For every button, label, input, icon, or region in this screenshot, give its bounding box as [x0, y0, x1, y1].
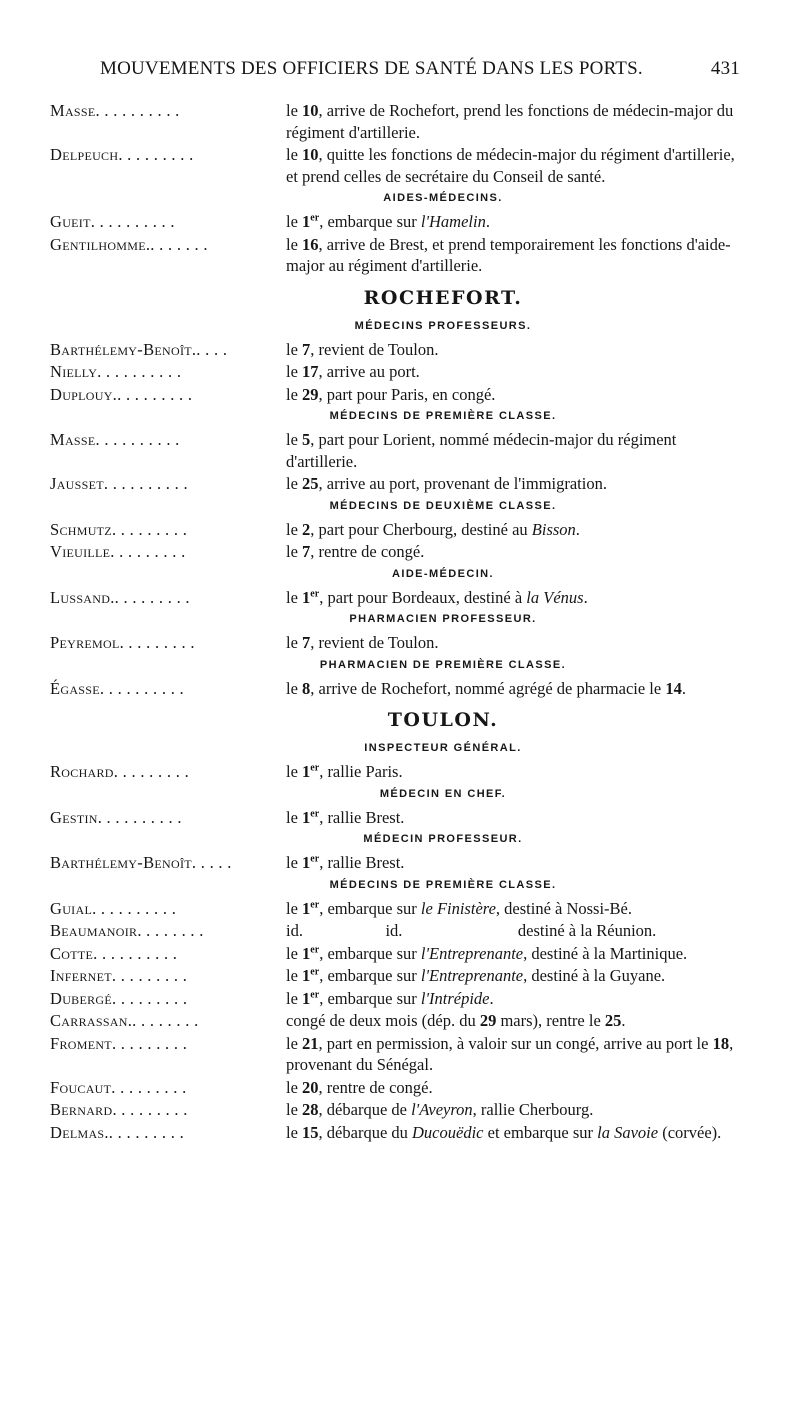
movement-description: le 1er, embarque sur l'Hamelin. [286, 212, 490, 231]
officer-name: Guial. . . . . . . . . . [50, 898, 177, 918]
movement-description: le 16, arrive de Brest, et prend temporairement les fonctions d'aide-major au régiment d'artillerie. [286, 234, 731, 275]
officer-name: Delpeuch. . . . . . . . . [50, 145, 194, 164]
movement-description: le 10, quitte les fonctions de médecin-major du régiment d'artillerie, et prend celles de secrétaire du Conseil de santé. [286, 145, 735, 186]
officer-name: Froment. . . . . . . . . [50, 1033, 188, 1053]
officer-name: Duplouy.. . . . . . . . . [50, 384, 193, 404]
movement-description: le 2, part pour Cherbourg, destiné au Bisson. [286, 519, 580, 539]
officer-name: Cotte. . . . . . . . . . [50, 943, 178, 963]
officer-name: Lussand.. . . . . . . . . [50, 587, 190, 607]
movement-description: le 10, arrive de Rochefort, prend les fonctions de médecin-major du régiment d'artillerie. [286, 101, 734, 142]
officer-name: Infernet. . . . . . . . . [50, 966, 188, 985]
rank-heading: MÉDECINS DE PREMIÈRE CLASSE. [329, 410, 557, 422]
officer-name: Beaumanoir. . . . . . . . [50, 921, 204, 940]
movement-description: le 21, part en permission, à valoir sur un congé, arrive au port le 18, provenant du Sénégal. [286, 1033, 734, 1074]
officer-name: Masse. . . . . . . . . . [50, 101, 180, 120]
movement-description: le 15, débarque du Ducouëdic et embarque sur la Savoie (corvée). [286, 1122, 722, 1142]
officer-name: Bernard. . . . . . . . . [50, 1100, 188, 1119]
movement-entry [48, 473, 748, 495]
movement-entry [48, 1077, 748, 1099]
movement-entry [48, 234, 748, 277]
officer-name: Jausset. . . . . . . . . . [50, 474, 188, 493]
officer-name: Rochard. . . . . . . . . [50, 762, 190, 781]
movement-description: le 1er, embarque sur l'Entreprenante, destiné à la Guyane. [286, 966, 666, 985]
movement-entry [48, 519, 748, 541]
officer-name: Vieuille. . . . . . . . . [50, 542, 186, 561]
movement-entry [48, 1099, 748, 1121]
running-header [100, 58, 740, 80]
movement-entry [48, 632, 748, 654]
movement-description: le 25, arrive au port, provenant de l'immigration. [286, 474, 607, 493]
movement-entry [48, 211, 748, 233]
officer-name: Schmutz. . . . . . . . . [50, 519, 188, 539]
movement-description: le 1er, embarque sur l'Entreprenante, destiné à la Martinique. [286, 943, 688, 963]
movement-entry [48, 920, 748, 942]
movement-entry [48, 541, 748, 563]
movement-entry [48, 988, 748, 1010]
movement-entry [48, 384, 748, 406]
officer-name: Nielly. . . . . . . . . . [50, 362, 182, 381]
movements-list [48, 100, 748, 1144]
port-heading: ROCHEFORT. [363, 286, 523, 309]
rank-heading: PHARMACIEN PROFESSEUR. [349, 613, 537, 625]
rank-heading: MÉDECINS PROFESSEURS. [354, 319, 532, 332]
movement-description: le 5, part pour Lorient, nommé médecin-major du régiment d'artillerie. [286, 430, 677, 471]
movement-entry [48, 144, 748, 187]
movement-description: le 7, revient de Toulon. [286, 633, 439, 652]
rank-heading: PHARMACIEN DE PREMIÈRE CLASSE. [319, 658, 567, 671]
movement-description: le 1er, part pour Bordeaux, destiné à la Vénus. [286, 587, 588, 607]
officer-name: Gueit. . . . . . . . . . [50, 212, 175, 231]
movement-description: le 8, arrive de Rochefort, nommé agrégé de pharmacie le 14. [286, 678, 686, 698]
movement-entry [48, 761, 748, 783]
movement-entry [48, 1122, 748, 1144]
rank-heading: AIDES-MÉDECINS. [383, 192, 503, 204]
movement-description: le 7, revient de Toulon. [286, 339, 439, 359]
page-number: 431 [710, 58, 740, 79]
port-heading: TOULON. [387, 709, 499, 731]
movement-entry [48, 1033, 748, 1076]
movement-entry [48, 807, 748, 829]
movement-entry [48, 965, 748, 987]
rank-heading: MÉDECIN PROFESSEUR. [363, 833, 523, 845]
rank-heading: MÉDECINS DE DEUXIÈME CLASSE. [329, 499, 557, 512]
rank-heading: AIDE-MÉDECIN. [392, 567, 494, 580]
rank-heading: MÉDECINS DE PREMIÈRE CLASSE. [329, 878, 557, 891]
officer-name: Peyremol. . . . . . . . . [50, 633, 195, 652]
movement-entry [48, 587, 748, 609]
officer-name: Carrassan.. . . . . . . . [50, 1011, 199, 1030]
movement-description: le 1er, embarque sur l'Intrépide. [286, 988, 494, 1008]
officer-name: Barthélemy-Benoît. . . . . [50, 853, 232, 872]
movement-description: le 1er, embarque sur le Finistère, destiné à Nossi-Bé. [286, 898, 633, 918]
movement-description: le 28, débarque de l'Aveyron, rallie Cherbourg. [286, 1100, 594, 1119]
movement-entry [48, 1010, 748, 1032]
movement-description: le 1er, rallie Brest. [286, 807, 405, 827]
movement-entry [48, 898, 748, 920]
rank-heading: MÉDECIN EN CHEF. [379, 787, 507, 800]
officer-name: Delmas.. . . . . . . . . [50, 1122, 185, 1142]
officer-name: Égasse. . . . . . . . . . [50, 678, 184, 698]
movement-description: le 1er, rallie Brest. [286, 853, 405, 872]
movement-description: le 20, rentre de congé. [286, 1077, 433, 1097]
movement-description: id. id. destiné à la Réunion. [286, 921, 657, 940]
movement-description: le 17, arrive au port. [286, 362, 420, 381]
rank-heading: INSPECTEUR GÉNÉRAL. [364, 742, 522, 754]
officer-name: Dubergé. . . . . . . . . [50, 988, 188, 1008]
movement-entry [48, 678, 748, 700]
movement-description: le 29, part pour Paris, en congé. [286, 384, 496, 404]
movement-description: congé de deux mois (dép. du 29 mars), rentre le 25. [286, 1011, 626, 1030]
officer-name: Gentilhomme.. . . . . . . [50, 234, 208, 254]
movement-entry [48, 943, 748, 965]
officer-name: Gestin. . . . . . . . . . [50, 807, 182, 827]
movement-entry [48, 429, 748, 472]
movement-entry [48, 100, 748, 143]
running-header-title: MOUVEMENTS DES OFFICIERS DE SANTÉ DANS LES PORTS. [100, 58, 643, 79]
officer-name: Foucaut. . . . . . . . . [50, 1077, 187, 1097]
movement-entry [48, 852, 748, 874]
movement-entry [48, 339, 748, 361]
officer-name: Barthélemy-Benoît.. . . . [50, 339, 228, 359]
movement-description: le 1er, rallie Paris. [286, 762, 403, 781]
movement-description: le 7, rentre de congé. [286, 542, 425, 561]
movement-entry [48, 361, 748, 383]
officer-name: Masse. . . . . . . . . . [50, 430, 180, 449]
